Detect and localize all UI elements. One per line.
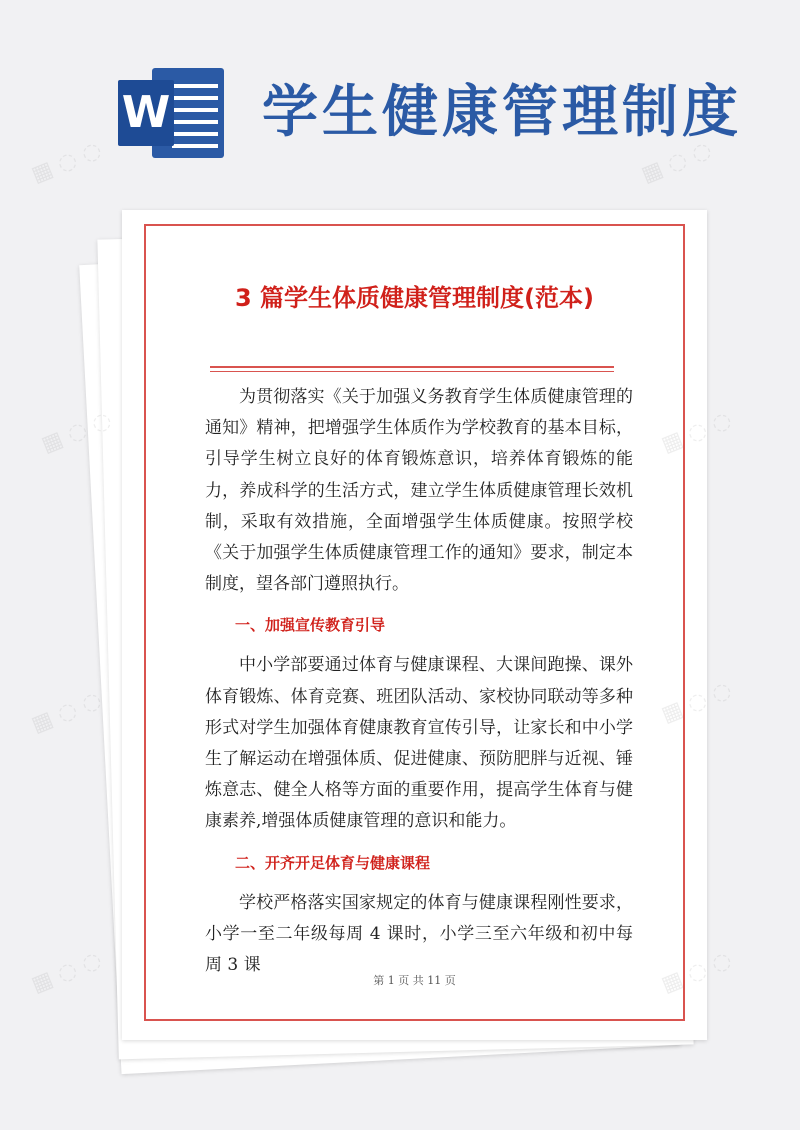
watermark: ▦ ◌ ◌ bbox=[27, 687, 106, 738]
document-title: 3 篇学生体质健康管理制度(范本) bbox=[235, 284, 594, 312]
watermark: ▦ ◌ ◌ bbox=[37, 407, 116, 458]
page-footer: 第 1 页 共 11 页 bbox=[373, 974, 456, 987]
title-divider-thin bbox=[210, 371, 614, 372]
watermark: ▦ ◌ ◌ bbox=[27, 947, 106, 998]
section-paragraph: 中小学部要通过体育与健康课程、大课间跑操、课外体育锻炼、体育竞赛、班团队活动、家校协同联动等多种形式对学生加强体育健康教育宣传引导，让家长和中小学生了解运动在增强体质、促进健康、预防肥胖与近视、锤炼意志、健全人格等方面的重要作用，提高学生体育与健康素养,增强体质健康管理的意识和能力。 bbox=[205, 655, 633, 832]
document-body bbox=[205, 382, 633, 981]
watermark: ▦ ◌ ◌ bbox=[27, 137, 106, 188]
banner-title: 学生健康管理制度 bbox=[262, 80, 742, 145]
word-logo-letter: W bbox=[118, 80, 174, 146]
section-heading: 二、开齐开足体育与健康课程 bbox=[235, 853, 431, 872]
watermark: ◌ bbox=[708, 947, 736, 978]
word-document-icon bbox=[118, 68, 230, 158]
document-page bbox=[122, 210, 707, 1040]
watermark: ▦ ◌ ◌ bbox=[637, 137, 716, 188]
intro-paragraph: 为贯彻落实《关于加强义务教育学生体质健康管理的通知》精神，把增强学生体质作为学校教育的基本目标，引导学生树立良好的体育锻炼意识，培养体育锻炼的能力，养成科学的生活方式，建立学生体质健康管理长效机制，采取有效措施，全面增强学生体质健康。按照学校《关于加强学生体质健康管理工作的通知》要求，制定本制度，望各部门遵照执行。 bbox=[205, 387, 633, 595]
section-heading: 一、加强宣传教育引导 bbox=[235, 616, 386, 635]
watermark: ◌ bbox=[708, 407, 736, 438]
banner bbox=[0, 0, 800, 200]
watermark: ◌ bbox=[708, 677, 736, 708]
section-paragraph: 学校严格落实国家规定的体育与健康课程刚性要求，小学一至二年级每周 4 课时，小学三至六年级和初中每周 3 课 bbox=[205, 892, 633, 976]
title-divider bbox=[210, 366, 614, 368]
